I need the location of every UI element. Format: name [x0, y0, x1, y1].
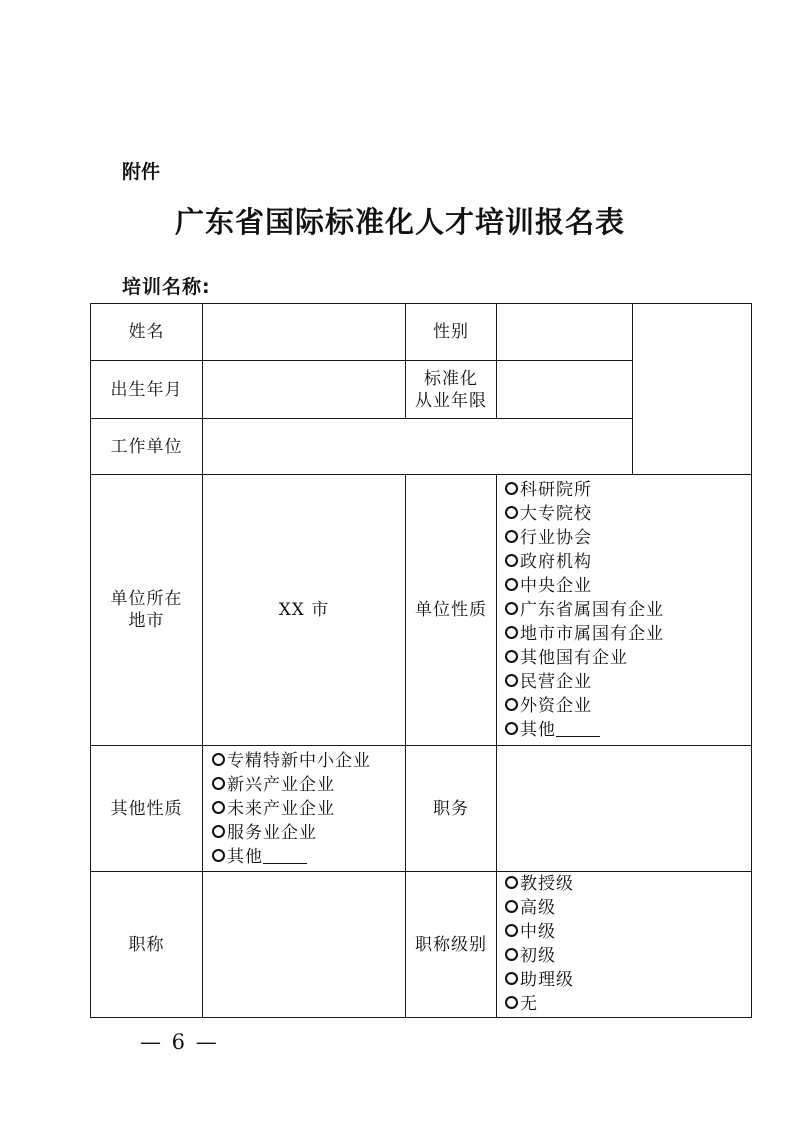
radio-bullet-icon [505, 876, 518, 889]
std-years-label-line2: 从业年限 [415, 390, 487, 411]
other-nature-option[interactable]: 服务业企业 [212, 821, 371, 845]
unit-nature-option[interactable]: 行业协会 [505, 526, 664, 550]
radio-bullet-icon [505, 482, 518, 495]
unit-nature-option[interactable]: 政府机构 [505, 550, 664, 574]
location-label-cell [90, 474, 203, 746]
radio-bullet-icon [505, 650, 518, 663]
other-nature-options [202, 745, 406, 872]
name-label-cell [90, 303, 203, 361]
radio-bullet-icon [505, 972, 518, 985]
radio-bullet-icon [505, 674, 518, 687]
std-years-input[interactable] [496, 360, 633, 419]
title-level-option[interactable]: 中级 [505, 920, 574, 944]
training-name-label: 培训名称: [122, 276, 211, 298]
radio-bullet-icon [505, 924, 518, 937]
location-label-line2: 地市 [128, 611, 165, 631]
position-input[interactable] [496, 745, 752, 872]
unit-nature-option[interactable]: 其他国有企业 [505, 646, 664, 670]
other-blank-line[interactable] [556, 722, 600, 737]
unit-nature-option[interactable]: 地市市属国有企业 [505, 622, 664, 646]
radio-bullet-icon [505, 626, 518, 639]
radio-bullet-icon [505, 698, 518, 711]
other-nature-option[interactable]: 未来产业企业 [212, 797, 371, 821]
title-input[interactable] [202, 871, 406, 1018]
title-level-label: 职称级别 [415, 934, 487, 955]
radio-bullet-icon [212, 801, 225, 814]
unit-nature-option[interactable]: 外资企业 [505, 694, 664, 718]
employer-label-cell [90, 418, 203, 475]
employer-label: 工作单位 [110, 436, 183, 457]
radio-bullet-icon [505, 506, 518, 519]
radio-bullet-icon [505, 948, 518, 961]
unit-nature-option[interactable]: 中央企业 [505, 574, 664, 598]
radio-bullet-icon [505, 530, 518, 543]
location-value: XX 市 [278, 600, 330, 620]
unit-nature-options [496, 474, 752, 746]
radio-bullet-icon [505, 900, 518, 913]
title-level-option[interactable]: 教授级 [505, 872, 574, 896]
name-label: 姓名 [128, 322, 165, 342]
radio-bullet-icon [212, 777, 225, 790]
gender-label: 性别 [433, 322, 469, 342]
birth-label-cell [90, 360, 203, 419]
radio-bullet-icon [505, 578, 518, 591]
std-years-label-cell [405, 360, 497, 419]
radio-bullet-icon [212, 753, 225, 766]
location-value-cell[interactable] [202, 474, 406, 746]
gender-input[interactable] [496, 303, 633, 361]
gender-label-cell [405, 303, 497, 361]
title-level-option[interactable]: 助理级 [505, 968, 574, 992]
title-level-option[interactable]: 初级 [505, 944, 574, 968]
birth-label: 出生年月 [110, 379, 183, 400]
location-label-line1: 单位所在 [110, 589, 183, 609]
title-level-option[interactable]: 无 [505, 992, 574, 1016]
position-label: 职务 [433, 798, 469, 819]
title-level-options [496, 871, 752, 1018]
attachment-label: 附件 [122, 161, 161, 183]
other-nature-label-cell [90, 745, 203, 872]
unit-nature-option[interactable]: 民营企业 [505, 670, 664, 694]
unit-nature-option[interactable]: 科研院所 [505, 478, 664, 502]
other-nature-option-other[interactable]: 其他 [212, 845, 371, 869]
title-level-option[interactable]: 高级 [505, 896, 574, 920]
radio-bullet-icon [505, 554, 518, 567]
other-nature-option[interactable]: 专精特新中小企业 [212, 749, 371, 773]
radio-bullet-icon [212, 825, 225, 838]
page-title: 广东省国际标准化人才培训报名表 [174, 205, 625, 239]
unit-nature-option[interactable]: 广东省属国有企业 [505, 598, 664, 622]
title-label-cell [90, 871, 203, 1018]
unit-nature-option-other[interactable]: 其他 [505, 718, 664, 742]
name-input[interactable] [202, 303, 406, 361]
employer-input[interactable] [202, 418, 633, 475]
title-level-label-cell [405, 871, 497, 1018]
other-blank-line[interactable] [263, 849, 307, 864]
radio-bullet-icon [505, 602, 518, 615]
photo-box[interactable] [632, 303, 752, 475]
other-nature-label: 其他性质 [110, 798, 183, 819]
radio-bullet-icon [505, 996, 518, 1009]
position-label-cell [405, 745, 497, 872]
radio-bullet-icon [505, 722, 518, 735]
unit-nature-label-cell [405, 474, 497, 746]
page-number: — 6 — [140, 1030, 219, 1054]
other-nature-option[interactable]: 新兴产业企业 [212, 773, 371, 797]
birth-input[interactable] [202, 360, 406, 419]
unit-nature-option[interactable]: 大专院校 [505, 502, 664, 526]
unit-nature-label: 单位性质 [415, 600, 487, 620]
radio-bullet-icon [212, 849, 225, 862]
std-years-label-line1: 标准化 [424, 368, 478, 389]
title-label: 职称 [128, 934, 165, 955]
